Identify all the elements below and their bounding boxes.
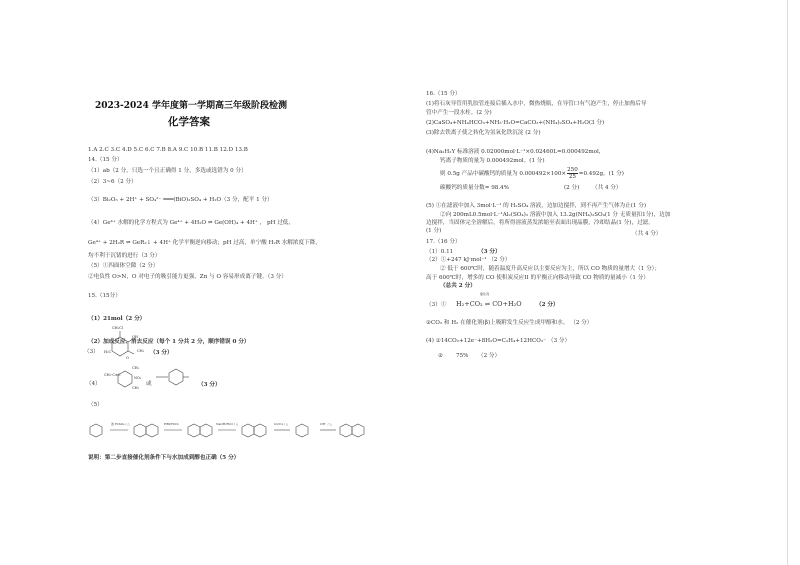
q15-p3-sub-4: O (126, 356, 129, 360)
q15-p4-score: （3 分） (198, 382, 221, 388)
q16-p5c: 边搅拌，当固体完全溶解后，将所得溶液蒸发浓缩至表面出现晶膜，冷却结晶(1 分)，过滤。 (426, 220, 654, 226)
q15-p3-sub-0: CH₂Cl (112, 326, 123, 330)
q17-p1: （1）0.11 (426, 249, 454, 255)
q15-p3-sub-3: H₃C (104, 350, 112, 354)
q14-p4c: 均不利于沉锗的进行（3 分） (88, 253, 161, 259)
q16-p4a: (4)Na₂H₂Y 标准溶液 0.02000mol·L⁻¹×0.02460L=0.000492mol， (426, 149, 605, 155)
q16-p4c-result: =0.492g。(1 分) (578, 171, 624, 177)
q16-p2: (2)CaSO₄+NH₄HCO₃+NH₃·H₂O=CaCO₃+(NH₄)₂SO₄+H₂O(3 分) (426, 120, 605, 126)
molecule-6 (340, 424, 364, 437)
q16-p4d-total: （共 4 分） (592, 185, 622, 191)
q17-p4b-value: 75% (456, 353, 469, 359)
q15-note: 说明：第二步直接催化剂条件下与水加成到醇也正确（5 分） (88, 455, 240, 461)
q16-p5d: (1 分) (426, 228, 442, 234)
document-title: 2023-2024 学年度第一学期高三年级阶段检测 (95, 101, 287, 111)
q16-p4c (440, 167, 624, 181)
q14-p3: （3）Bi₂O₃ + 2H⁺ + SO₄²⁻ ═══(BiO)₂SO₄ + H₂O（3 分，配平 1 分） (88, 197, 273, 203)
q16-p4d: 碳酸钙的质量分数= 98.4% (440, 185, 509, 191)
q17-p2b: ② 低于 600℃时，随着温度升高反应以主要反应为主，所以 CO 物质的量增大（1 分）； (440, 266, 661, 272)
q15-p4-structure-b (156, 364, 196, 394)
q16-header: 16.（15 分） (426, 91, 461, 97)
molecule-5 (296, 424, 308, 437)
q16-p4d-score: (2 分) (564, 185, 580, 191)
q17-p4a: (4) ①14CO₂+12e⁻+8H₂O=C₂H₄+12HCO₃⁻ (426, 338, 547, 344)
q15-p3-score: （3 分） (150, 350, 173, 356)
q17-header: 17.（16 分） (426, 239, 461, 245)
fraction-numerator: 250 (567, 167, 578, 173)
q16-p5-total: （共 4 分） (632, 231, 662, 237)
q16-p3: (3)除去铁离子使之转化为氢氧化铁沉淀 (2 分) (426, 130, 541, 136)
q16-p1a: (1)将石灰导管用乳胶管连接后插入水中，微热烧瓶，在导管口有气泡产生，停止加热后导 (426, 101, 647, 107)
q15-p4-label: （4） (86, 381, 101, 387)
q16-p1b: 管中产生一段水柱。(2 分) (426, 110, 492, 116)
fraction (567, 167, 578, 180)
q15-p3-sub-2: CH₃ (137, 349, 145, 353)
molecule-4 (242, 424, 266, 437)
benzene-ring (169, 369, 183, 385)
scan-edge (787, 0, 788, 565)
q16-p4c-text: 则 0.5g 产品中碳酸钙的质量为 0.000492×100× (440, 171, 567, 177)
q15-p4-or: 或 (146, 381, 152, 387)
q16-p5b: ②向 200mL0.5mol·L⁻¹Al₂(SO₄)₃ 溶液中加入 13.2g(NH₄)₂SO₄(1 分 无质量扣1分)，边加 (440, 212, 671, 218)
q15-p2: （2）加成反应、消去反应（每个 1 分共 2 分，顺序错误 0 分） (88, 339, 250, 345)
reagent-1: 浓 H₂SO₄ / △ (111, 422, 130, 426)
q15-p4-sub-3: CH₃ (132, 386, 140, 390)
q15-p3-sub-1: OH (132, 335, 138, 339)
q14-header: 14.（15 分） (88, 157, 123, 163)
q16-p5a: (5) ①在滤液中加入 3mol·L⁻¹ 的 H₂SO₄ 溶液，边加边搅拌，到不再产生气体为止(1 分) (426, 203, 647, 209)
q15-p1: （1）21mol（2 分） (88, 316, 146, 322)
q15-p5-label: （5） (88, 402, 103, 408)
q14-p4b: Ge⁴⁺ + 2H₂R ⇌ GeR₂↓ + 4H⁺ 化学平衡逆向移动；pH 过高，单宁酸 H₂R 水解浓度下降， (88, 240, 321, 246)
reagent-5: OH⁻ / △ (320, 422, 332, 426)
q17-p4b-label: ② (438, 353, 444, 359)
molecule-3 (188, 424, 212, 437)
mc-answers: 1.A 2.C 3.C 4.D 5.C 6.C 7.B 8.A 9.C 10.B 11.B 12.D 13.B (88, 147, 248, 153)
reagent-4: O₂/Cu / △ (274, 422, 289, 426)
q16-p4b: 钙离子物质的量为 0.000492mol。(1 分) (440, 158, 545, 164)
q17-p3a-label: （3）① (426, 302, 447, 308)
q14-p5b: ②电负性 O>N，O 对电子的吸引能力更强，Zn 与 O 容易形成离子键。（3 分） (88, 274, 287, 280)
q15-p4-sub-0: CH₃-C≡C (104, 373, 121, 377)
benzene-ring (118, 371, 132, 387)
q14-p2: （2）3~6（2 分） (88, 179, 137, 185)
q15-p4-sub-1: CH₃ (132, 366, 140, 370)
q15-header: 15.（15分） (88, 293, 121, 299)
reagent-2: HBr/H₂O₂ (164, 422, 179, 426)
reagent-3: NaOH/H₂O / △ (216, 422, 239, 426)
molecule-2 (134, 424, 158, 437)
q17-p3a-equation: H₂+CO₂ ⇌ CO+H₂O (456, 300, 522, 308)
q17-p3a-score: （2 分） (536, 302, 559, 308)
catalyst-label: 催化剂 (480, 292, 490, 296)
q17-p1-score: （3 分） (478, 249, 501, 255)
q14-p1: （1）ab（2 分，只选一个且正确得 1 分，多选或选错为 0 分） (88, 168, 247, 174)
q17-p2-total: （总共 2 分） (440, 283, 476, 289)
q17-p2a: （2）①+247 kJ·mol⁻¹ （2 分） (426, 257, 511, 263)
q15-p4-sub-2: NO₂ (134, 376, 142, 380)
q17-p4a-score: （3 分） (548, 338, 571, 344)
q14-p4a: （4）Ge⁴⁺ 水解的化学方程式为 Ge⁴⁺ + 4H₂O ⇌ Ge(OH)₄ + 4H⁺ ， pH 过低， (88, 220, 294, 226)
document-subtitle: 化学答案 (168, 116, 210, 128)
q17-p3b: ②CO₂ 和 H₂ 在催化剂(β)上吸附发生反应生成甲醇和水。 （2 分） (426, 320, 593, 326)
q14-p5a: （5）①四面体空隙（2 分） (88, 263, 159, 269)
q17-p2c: 高于 600℃时，增多的 CO 使积炭反应II 的平衡正向移动导致 CO 物质的量减小（1 分） (426, 275, 649, 281)
q15-p3-label: （3） (84, 349, 99, 355)
q17-p4b-score: （2 分） (478, 353, 501, 359)
benzene-ring (112, 337, 128, 356)
fraction-denominator: 25 (568, 174, 576, 180)
molecule-1 (90, 424, 102, 437)
